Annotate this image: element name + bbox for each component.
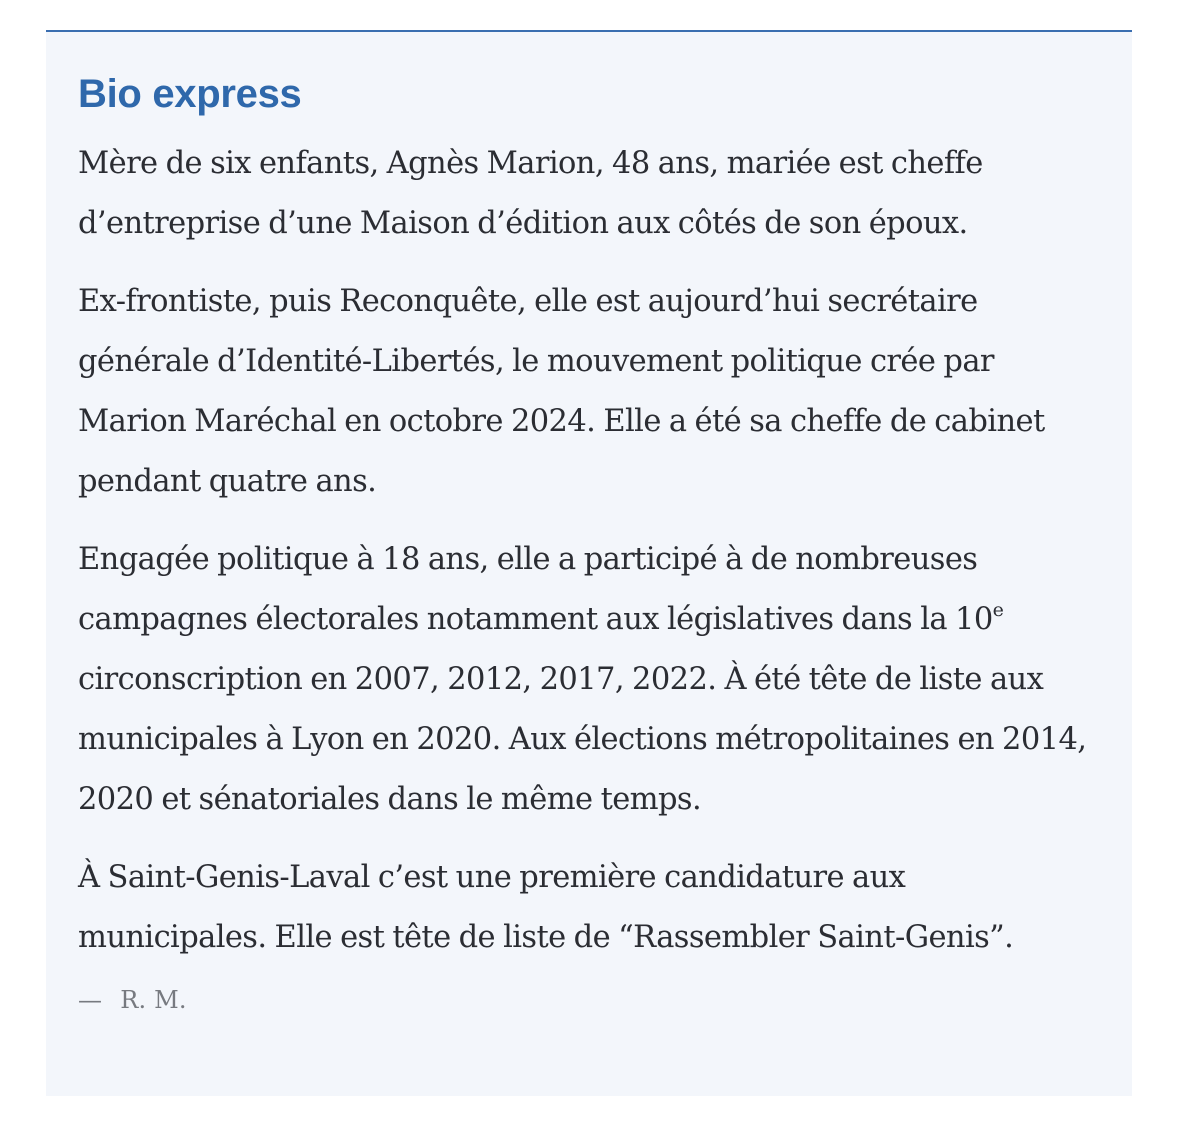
signature-initials: R. M.: [120, 986, 187, 1014]
paragraph-family: Mère de six enfants, Agnès Marion, 48 ans, mariée est cheffe d’entreprise d’une Maison d’édition aux côtés de son époux.: [78, 146, 983, 241]
paragraph-campaigns-text-2: circonscription en 2007, 2012, 2017, 2022. À été tête de liste aux municipales à Lyon en 2020. Aux élections métropolitaines en 2014, 2020 et sénatoriales dans le même temps.: [78, 662, 1087, 817]
paragraph-candidacy: À Saint-Genis-Laval c’est une première candidature aux municipales. Elle est tête de liste de “Rassembler Saint-Genis”.: [78, 860, 1014, 955]
paragraph-campaigns-text: Engagée politique à 18 ans, elle a participé à de nombreuses campagnes électorales notamment aux législatives dans la 10: [78, 542, 993, 637]
signature-dash: —: [78, 986, 103, 1014]
bio-express-box: [46, 30, 1132, 1096]
superscript-e: e: [992, 598, 1004, 621]
paragraph-politics: Ex-frontiste, puis Reconquête, elle est aujourd’hui secrétaire générale d’Identité-Libertés, le mouvement politique crée par Marion Maréchal en octobre 2024. Elle a été sa cheffe de cabinet pendant quatre ans.: [78, 284, 1045, 499]
paragraph-campaigns: [78, 530, 1100, 830]
signature: [78, 986, 1100, 1014]
box-title: Bio express: [78, 72, 302, 116]
